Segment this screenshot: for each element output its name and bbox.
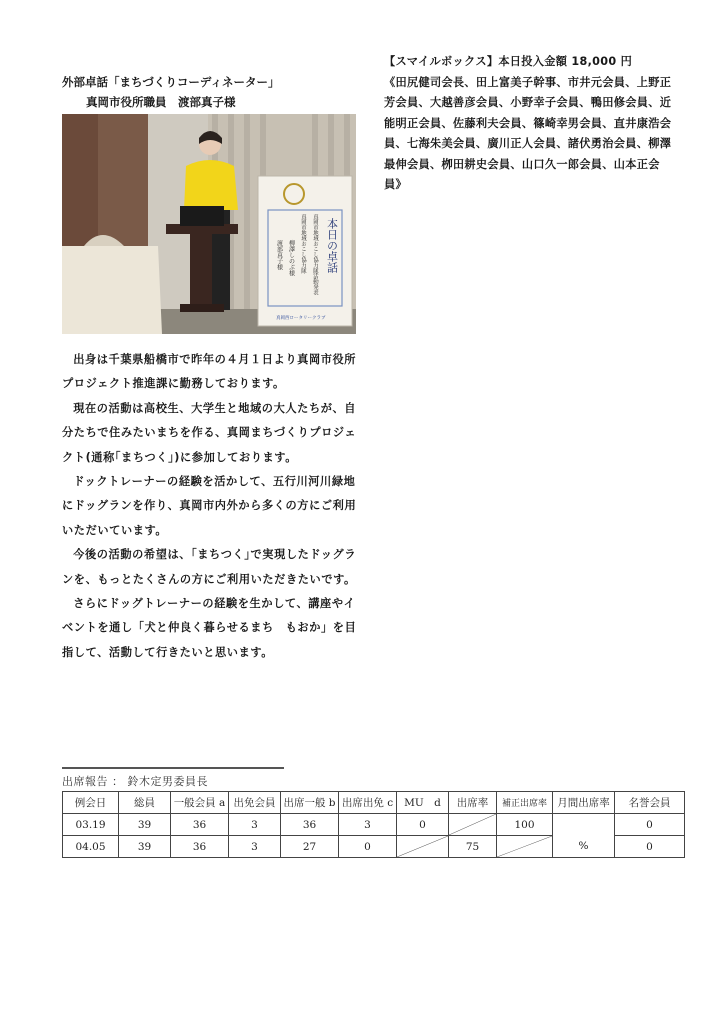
panel-line-4: 渡部真子様: [275, 240, 283, 270]
table-cell-slashed: [449, 814, 497, 836]
panel-line-2: 真岡市地域おこし協力隊: [300, 214, 306, 274]
table-cell: 03.19: [63, 814, 119, 836]
table-cell: 27: [281, 836, 339, 858]
smile-box-members: 《田尻健司会長、田上富美子幹事、市井元会員、上野正芳会員、大越善彦会員、小野幸子会員、鴨田修会員、近能明正会員、佐藤利夫会員、篠崎幸男会員、直井康浩会員、七海朱美会員、廣川正人会員、諸伏勇治会員、柳澤最伸会員、栁田耕史会員、山口久一郎会員、山本正会員》: [384, 75, 672, 191]
table-cell: 0: [339, 836, 397, 858]
body-paragraph: ドックトレーナーの経験を活かして、五行川河川緑地にドッグランを作り、真岡市内外から多くの方にご利用いただいています。: [62, 475, 357, 537]
table-cell: 3: [229, 814, 281, 836]
header-cell: 名誉会員: [615, 792, 685, 814]
panel-title: 本日の卓話: [325, 218, 339, 273]
table-cell: 0: [397, 814, 449, 836]
speaker-name: 真岡市役所職員 渡部真子様: [86, 95, 236, 109]
header-cell: 補正出席率: [497, 792, 553, 814]
header-cell: MU d: [397, 792, 449, 814]
speaker-photo: [62, 114, 356, 334]
header-cell: 一般会員 a: [171, 792, 229, 814]
body-paragraph: 今後の活動の希望は、｢まちつく｣で実現したドッグランを、もっとたくさんの方にご利用いただきたいです。: [62, 548, 357, 586]
table-header-row: [63, 792, 685, 814]
panel-line-3: 柳澤しのぶ様: [287, 240, 295, 276]
section-divider: [62, 767, 284, 769]
smile-box: [384, 52, 674, 196]
table-cell: 39: [119, 836, 171, 858]
table-cell: 0: [615, 836, 685, 858]
header-cell: 月間出席率: [553, 792, 615, 814]
table-cell: 3: [229, 836, 281, 858]
header-cell: 出席率: [449, 792, 497, 814]
table-cell: 0: [615, 814, 685, 836]
header-cell: 総員: [119, 792, 171, 814]
speaker-heading: [62, 72, 362, 112]
body-paragraph: 現在の活動は高校生、大学生と地域の大人たちが、自分たちで住みたいまちを作る、真岡まちづくりプロジェクト(通称｢まちつく｣)に参加しております。: [62, 401, 357, 464]
table-cell: 36: [281, 814, 339, 836]
table-cell-slashed: [497, 836, 553, 858]
table-cell: 36: [171, 836, 229, 858]
table-cell: 75: [449, 836, 497, 858]
panel-line-1: 真岡市地域おこし協力隊活動発表: [312, 214, 318, 295]
header-cell: 出席一般 b: [281, 792, 339, 814]
attendance-table: [62, 791, 685, 858]
table-cell: 36: [171, 814, 229, 836]
header-cell: 例会日: [63, 792, 119, 814]
talk-title: 外部卓話「まちづくりコーディネーター」: [62, 75, 280, 89]
header-cell: 出免会員: [229, 792, 281, 814]
table-cell: 100: [497, 814, 553, 836]
table-cell: 3: [339, 814, 397, 836]
table-cell: 04.05: [63, 836, 119, 858]
table-cell-slashed: [397, 836, 449, 858]
header-cell: 出席出免 c: [339, 792, 397, 814]
body-paragraph: さらにドッグトレーナーの経験を生かして、講座やイベントを通し「犬と仲良く暮らせるまち もおか」を目指して、活動して行きたいと思います。: [62, 597, 357, 659]
panel-footer: 真岡西ロータリークラブ: [276, 316, 326, 321]
article-body: [62, 348, 358, 665]
table-cell: 39: [119, 814, 171, 836]
table-cell: %: [553, 814, 615, 858]
attendance-title: 出席報告 ： 鈴木定男委員長: [62, 775, 208, 788]
smile-box-heading: 【スマイルボックス】本日投入金額 18,000 円: [384, 55, 633, 68]
body-paragraph: 出身は千葉県船橋市で昨年の４月１日より真岡市役所プロジェクト推進課に勤務しております。: [62, 353, 357, 391]
table-row: [63, 814, 685, 836]
